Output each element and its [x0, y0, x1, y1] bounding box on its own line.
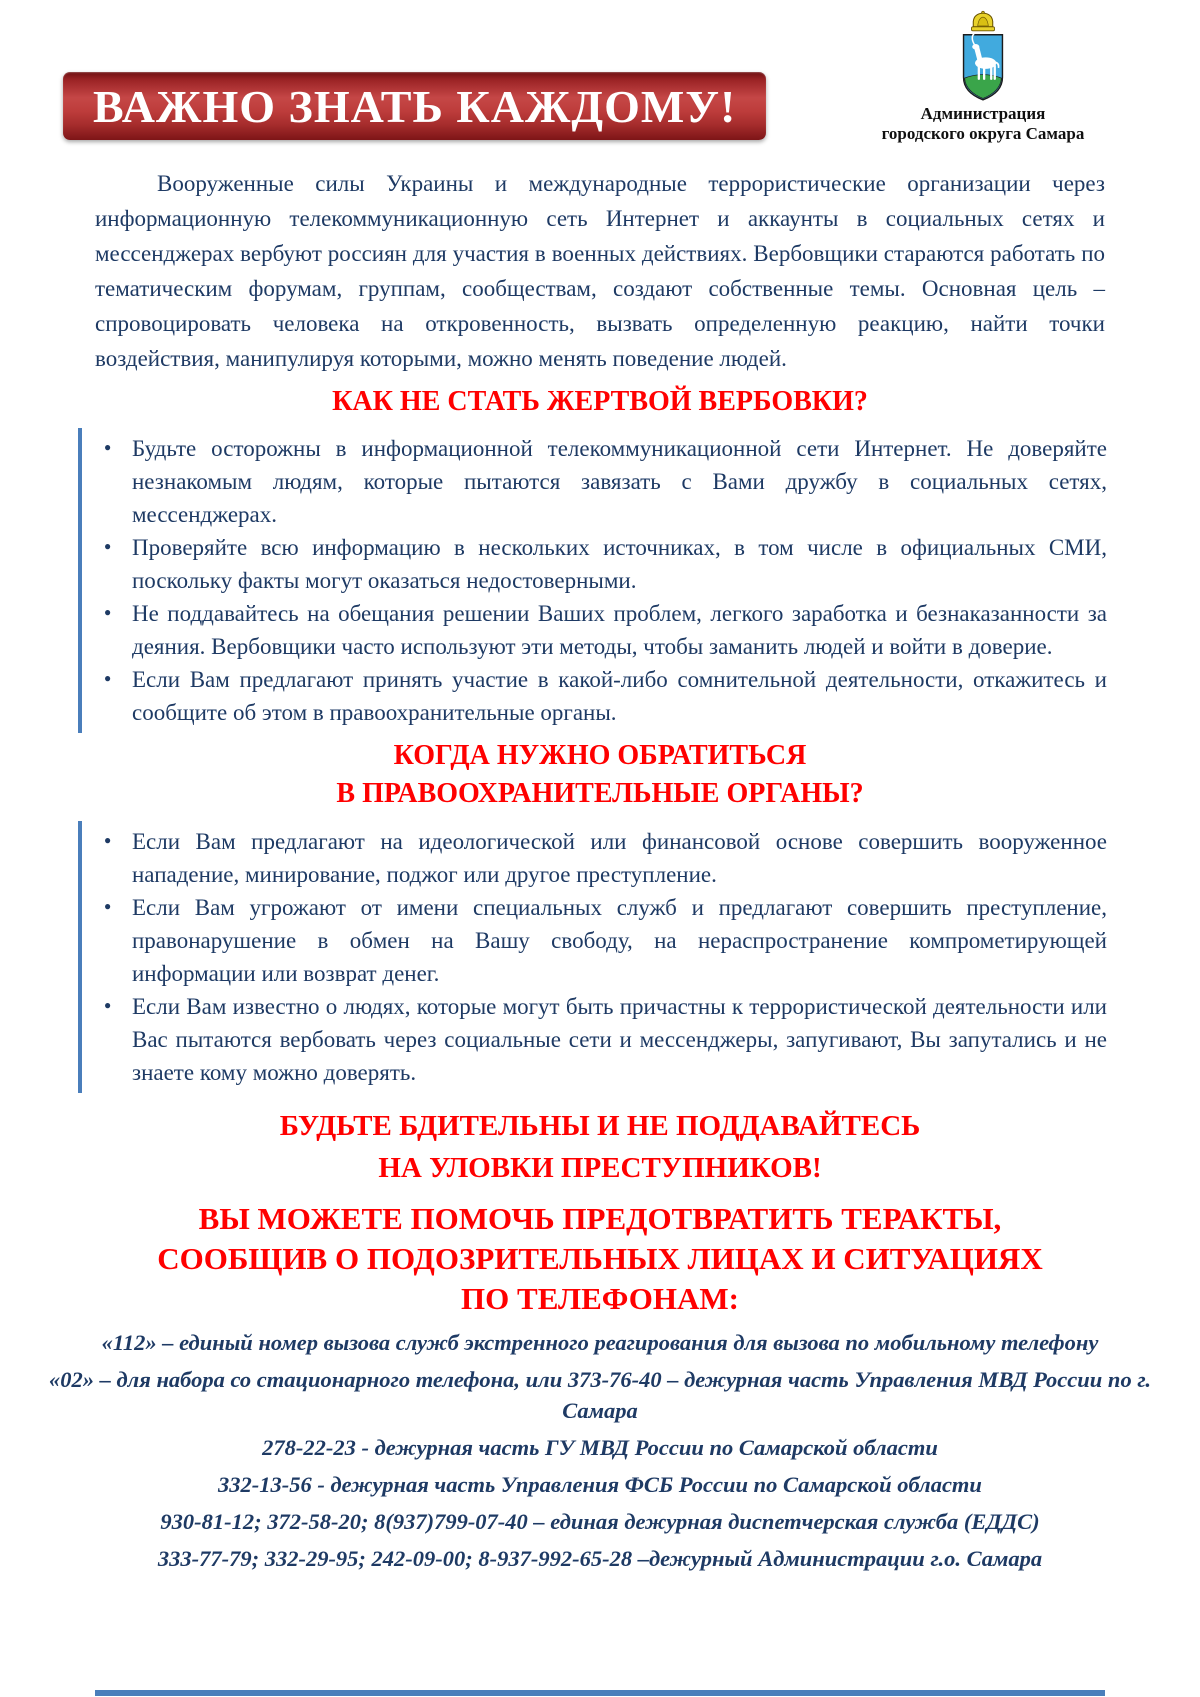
- list-item-text: Если Вам предлагают на идеологической или финансовой основе совершить вооруженное нападение, минирование, поджог или другое преступление.: [132, 829, 1107, 887]
- section2-heading-line2: В ПРАВООХРАНИТЕЛЬНЫЕ ОРГАНЫ?: [336, 778, 864, 809]
- bullet-list-2: [78, 821, 1107, 1093]
- bullet-list-1: [78, 428, 1107, 733]
- org-name: [882, 104, 1085, 144]
- warning-prevent: [0, 1199, 1200, 1319]
- section2-heading: [0, 737, 1200, 813]
- title-banner: [63, 72, 766, 140]
- crown-icon: [972, 11, 995, 31]
- section1-heading: КАК НЕ СТАТЬ ЖЕРТВОЙ ВЕРБОВКИ?: [332, 386, 868, 417]
- phone-entry: 930-81-12; 372-58-20; 8(937)799-07-40 – единая дежурная диспетчерская служба (ЕДДС): [160, 1509, 1040, 1534]
- page-title: ВАЖНО ЗНАТЬ КАЖДОМУ!: [93, 80, 737, 132]
- phone-list: [25, 1327, 1175, 1574]
- list-item: [82, 432, 1107, 531]
- org-name-line1: Администрация: [920, 104, 1046, 123]
- warning-prevent-line1: ВЫ МОЖЕТЕ ПОМОЧЬ ПРЕДОТВРАТИТЬ ТЕРАКТЫ,: [198, 1201, 1002, 1236]
- org-name-line2: городского округа Самара: [881, 124, 1085, 143]
- list-item: [82, 531, 1107, 597]
- list-item: [82, 663, 1107, 729]
- warning-prevent-line2: СООБЩИВ О ПОДОЗРИТЕЛЬНЫХ ЛИЦАХ И СИТУАЦИЯХ: [157, 1241, 1043, 1276]
- list-item: [82, 597, 1107, 663]
- warning-vigilant: [0, 1105, 1200, 1189]
- section2-heading-line1: КОГДА НУЖНО ОБРАТИТЬСЯ: [393, 740, 807, 771]
- list-item-text: Если Вам известно о людях, которые могут быть причастны к террористической деятельности или Вас пытаются вербовать через социальные сети и мессенджеры, запугивают, Вы запутались и не знаете кому можно доверять.: [132, 994, 1107, 1085]
- list-item-text: Если Вам предлагают принять участие в какой-либо сомнительной деятельности, откажитесь и сообщите об этом в правоохранительные органы.: [132, 667, 1107, 725]
- list-item: [82, 825, 1107, 891]
- phone-entry: 278-22-23 - дежурная часть ГУ МВД России по Самарской области: [262, 1435, 938, 1460]
- warning-vigilant-line1: БУДЬТЕ БДИТЕЛЬНЫ И НЕ ПОДДАВАЙТЕСЬ: [279, 1110, 921, 1142]
- list-item-text: Не поддавайтесь на обещания решении Ваших проблем, легкого заработка и безнаказанности за деяния. Вербовщики часто используют эти методы, чтобы заманить людей и войти в доверие.: [132, 601, 1107, 659]
- samara-coat-of-arms-icon: [952, 10, 1014, 102]
- list-item-text: Проверяйте всю информацию в нескольких источниках, в том числе в официальных СМИ, поскольку факты могут оказаться недостоверными.: [132, 535, 1107, 593]
- phone-entry: «112» – единый номер вызова служб экстренного реагирования для вызова по мобильному телефону: [101, 1330, 1099, 1355]
- list-item-text: Будьте осторожны в информационной телекоммуникационной сети Интернет. Не доверяйте незнакомым людям, которые пытаются завязать с Вами дружбу в социальных сетях, мессенджерах.: [132, 436, 1107, 527]
- warning-prevent-line3: ПО ТЕЛЕФОНАМ:: [461, 1281, 739, 1316]
- phone-entry: 333-77-79; 332-29-95; 242-09-00; 8-937-992-65-28 –дежурный Администрации г.о. Самара: [157, 1546, 1043, 1571]
- header: [0, 0, 1200, 150]
- phone-entry: 332-13-56 - дежурная часть Управления ФСБ России по Самарской области: [218, 1472, 982, 1497]
- list-item: [82, 891, 1107, 990]
- list-item-text: Если Вам угрожают от имени специальных служб и предлагают совершить преступление, правонарушение в обмен на Вашу свободу, на нераспространение компрометирующей информации или возврат денег.: [132, 895, 1107, 986]
- intro-paragraph: Вооруженные силы Украины и международные террористические организации через информационную телекоммуникационную сеть Интернет и аккаунты в социальных сетях и мессенджерах вербуют россиян для участия в военных действиях. Вербовщики стараются работать по тематическим форумам, группам, сообществам, создают собственные темы. Основная цель – спровоцировать человека на откровенность, вызвать определенную реакцию, найти точки воздействия, манипулируя которыми, можно менять поведение людей.: [95, 171, 1105, 371]
- list-item: [82, 990, 1107, 1089]
- logo-block: [828, 10, 1138, 144]
- warning-vigilant-line2: НА УЛОВКИ ПРЕСТУПНИКОВ!: [378, 1152, 822, 1184]
- phone-entry: «02» – для набора со стационарного телефона, или 373-76-40 – дежурная часть Управления МВД России по г. Самара: [49, 1367, 1151, 1423]
- bottom-accent-bar: [95, 1690, 1105, 1696]
